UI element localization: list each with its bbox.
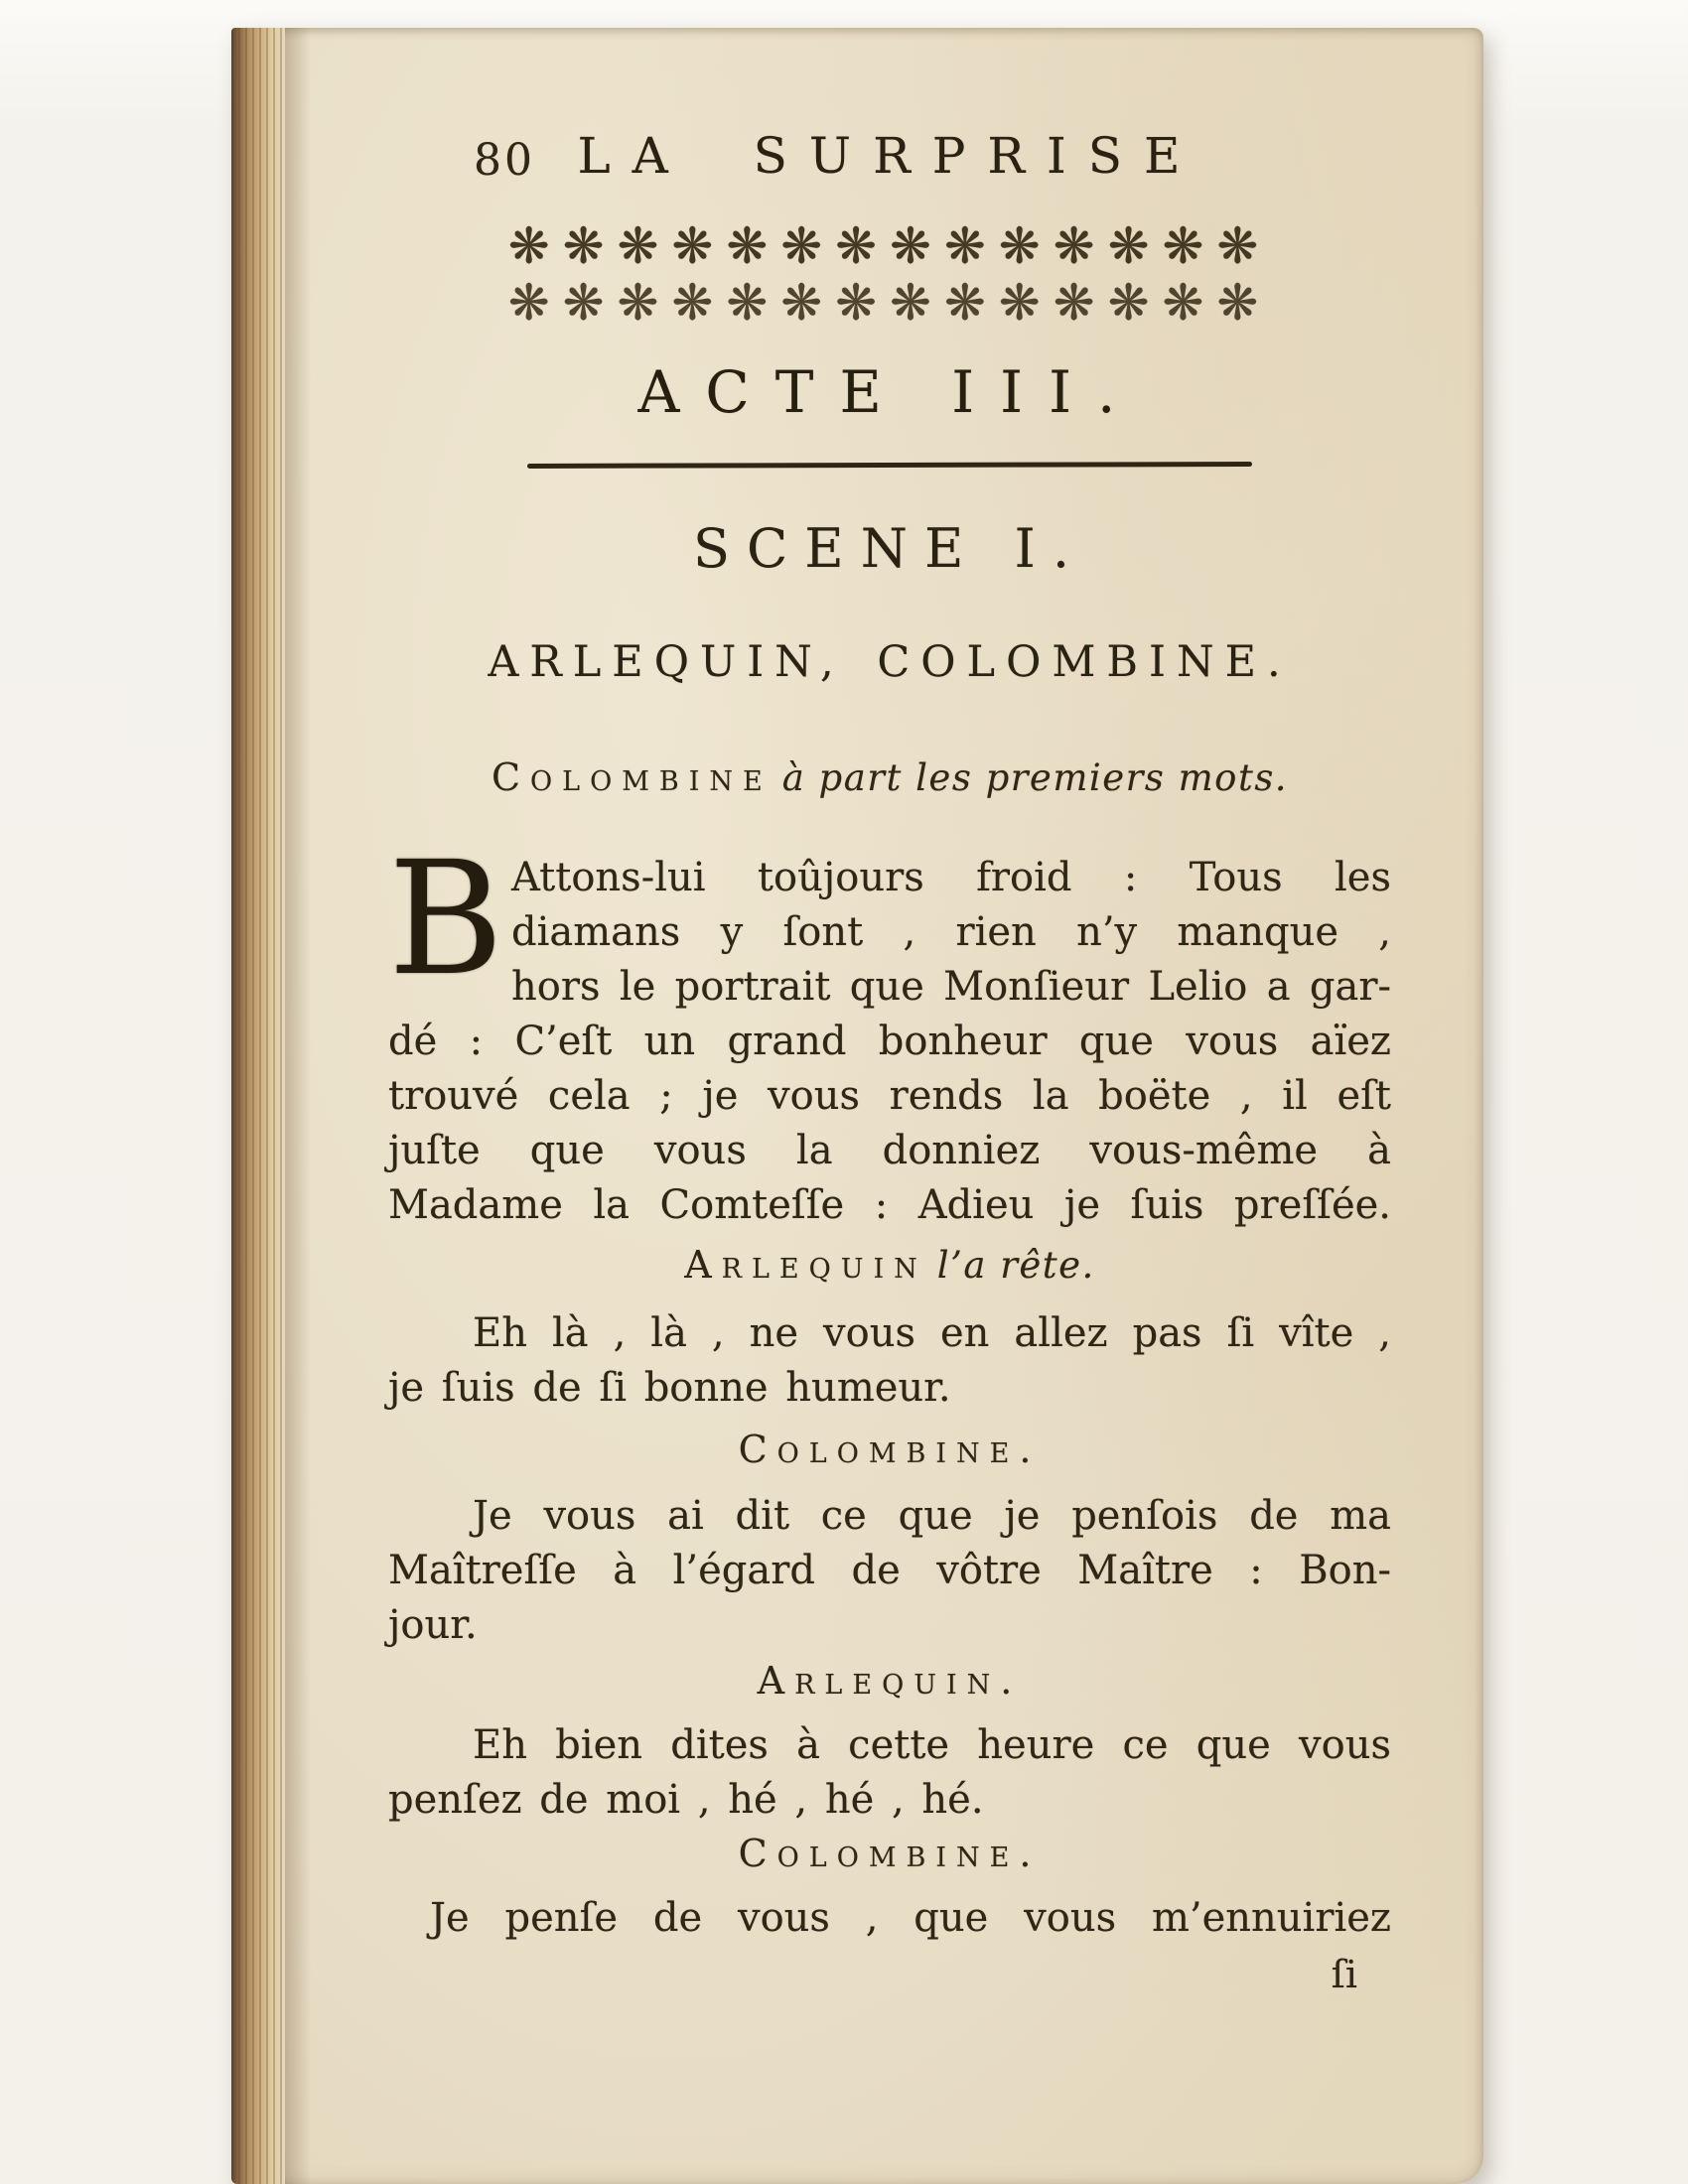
page-gutter-shadow — [285, 28, 311, 2184]
direction-text: l’a rête. — [936, 1244, 1095, 1287]
catchword: ſi — [1331, 1953, 1357, 1996]
speech-line: Madame la Comteſſe : Adieu je ſuis preſſée. — [388, 1182, 1391, 1228]
drop-cap: B — [388, 828, 504, 1011]
book-page — [231, 28, 1483, 2184]
fleuron-ornament-band — [388, 218, 1391, 332]
speaker-name: Colombine. — [738, 1428, 1042, 1471]
divider-rule — [527, 462, 1252, 469]
speech-line: trouvé cela ; je vous rends la boëte , il eſt — [388, 1073, 1391, 1119]
speech-line: Je vous ai dit ce que je penſois de ma — [473, 1493, 1391, 1539]
speaker-name: Arlequin. — [757, 1659, 1023, 1703]
speech-line: Je penſe de vous , que vous m’ennuiriez — [430, 1895, 1391, 1941]
speech-line: penſez de moi , hé , hé , hé. — [388, 1777, 984, 1823]
stage-direction — [388, 1239, 1391, 1298]
stage-direction — [388, 751, 1391, 811]
page-number: 80 — [474, 135, 535, 186]
speaker-name: Colombine. — [738, 1832, 1042, 1875]
direction-text: à part les premiers mots. — [781, 756, 1289, 799]
running-title: LA SURPRISE — [577, 127, 1202, 185]
speech-line: Eh bien dites à cette heure ce que vous — [473, 1722, 1391, 1768]
speaker-heading — [388, 1655, 1391, 1714]
page-header — [388, 127, 1391, 189]
speech-line: Eh là , là , ne vous en allez pas ſi vîte , — [473, 1310, 1391, 1356]
speech-paragraph — [388, 1891, 1391, 1946]
book-page-edge — [231, 28, 285, 2184]
speech-paragraph — [388, 1718, 1391, 1828]
fleuron-row-icon: ❋❋❋❋❋❋❋❋❋❋❋❋❋❋ — [507, 217, 1272, 275]
speech-paragraph — [388, 1489, 1391, 1653]
scene-heading: SCENE I. — [692, 517, 1087, 580]
fleuron-row-icon: ❋❋❋❋❋❋❋❋❋❋❋❋❋❋ — [507, 274, 1272, 332]
speaker-heading — [388, 1424, 1391, 1483]
speech-line: Attons-lui toûjours froid : Tous les — [511, 855, 1391, 900]
speaker-heading — [388, 1828, 1391, 1887]
speech-line: Maîtreſſe à l’égard de vôtre Maître : Bon- — [388, 1548, 1391, 1593]
speech-line: je ſuis de ſi bonne humeur. — [388, 1365, 951, 1411]
speech-line: juſte que vous la donniez vous-même à — [388, 1128, 1391, 1173]
act-heading: ACTE III. — [637, 358, 1142, 426]
speech-line: diamans y ſont , rien n’y manque , — [511, 909, 1391, 955]
speech-paragraph — [388, 828, 1391, 1233]
speech-line: jour. — [388, 1602, 478, 1648]
page-content — [388, 28, 1391, 1999]
speech-line: hors le portrait que Monſieur Lelio a gar- — [511, 964, 1391, 1010]
speech-paragraph — [388, 1306, 1391, 1416]
speech-line: dé : C’eſt un grand bonheur que vous aïez — [388, 1019, 1391, 1064]
speaker-name: Arlequin — [684, 1243, 927, 1287]
speaker-name: Colombine — [491, 755, 773, 799]
characters-heading: ARLEQUIN, COLOMBINE. — [488, 637, 1292, 687]
